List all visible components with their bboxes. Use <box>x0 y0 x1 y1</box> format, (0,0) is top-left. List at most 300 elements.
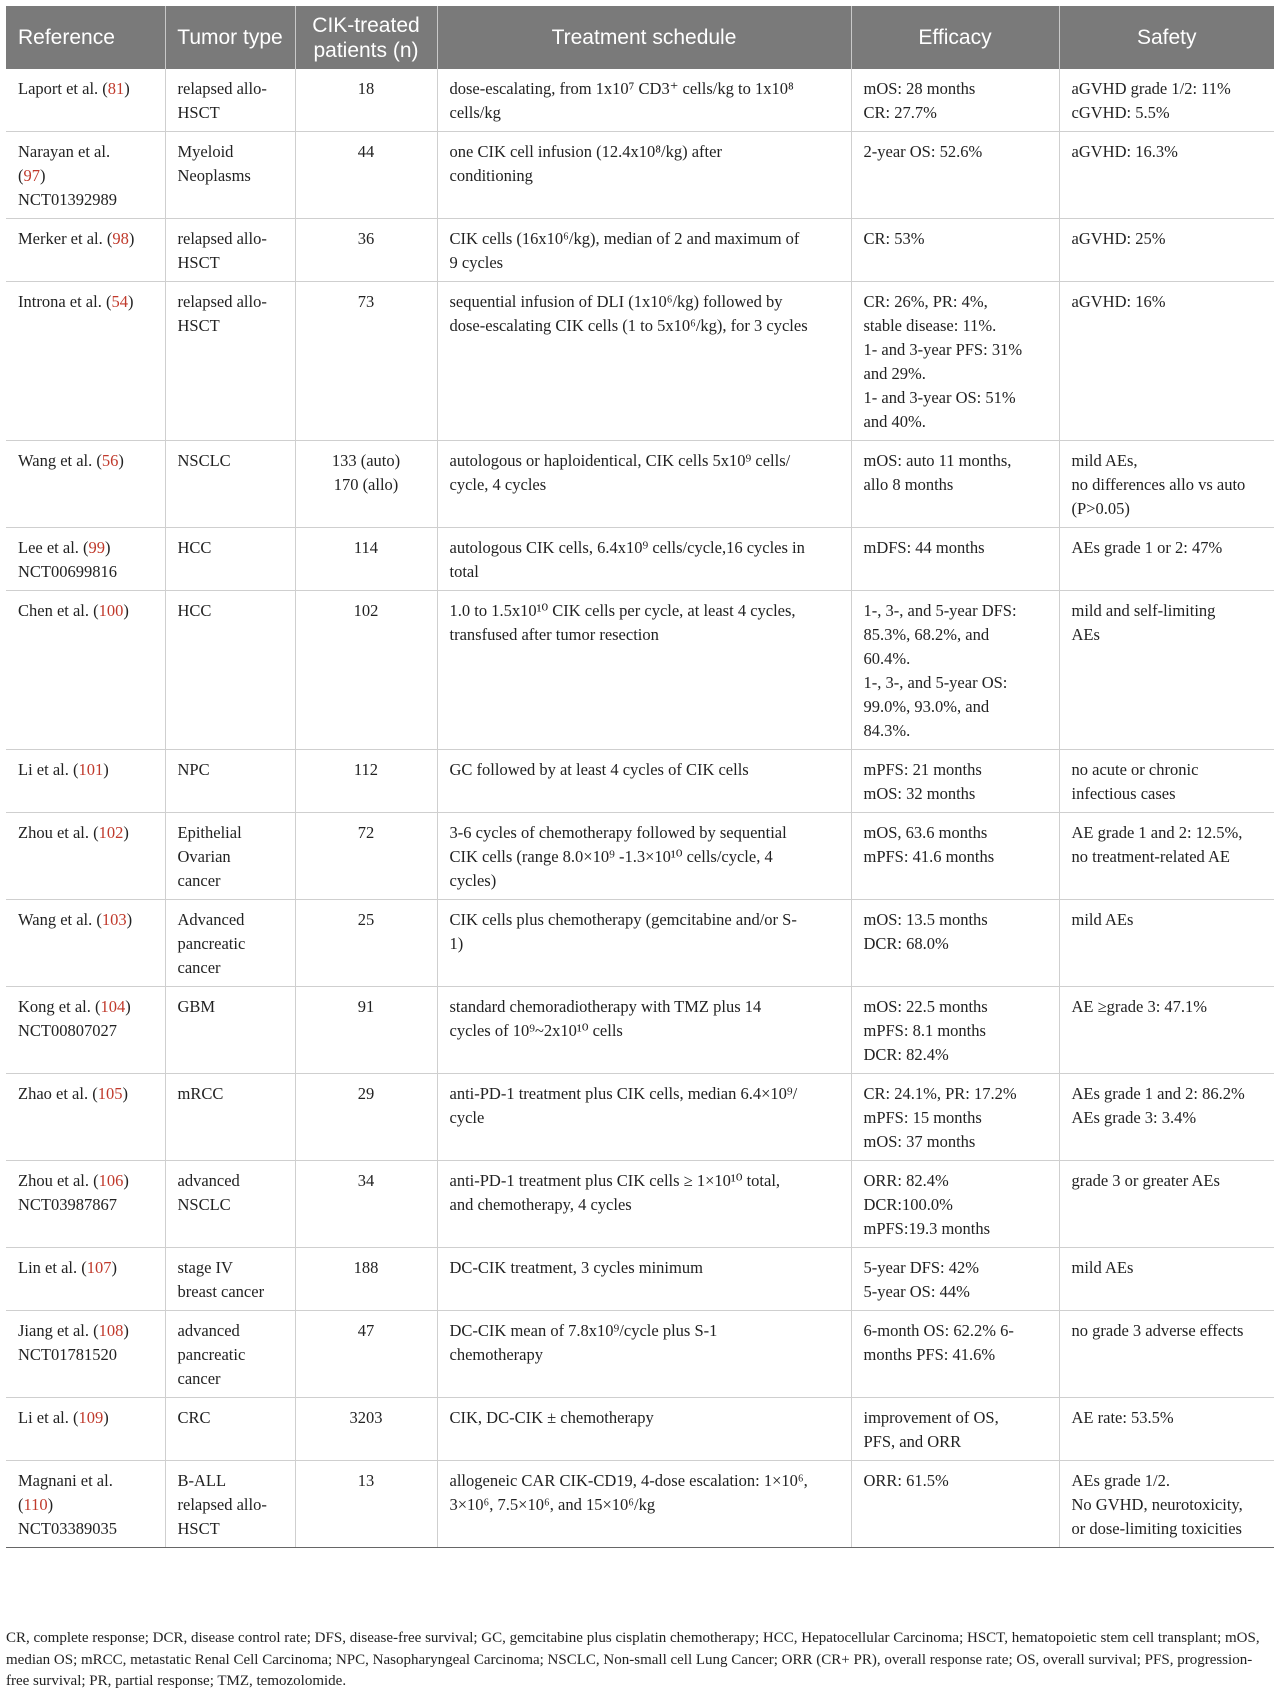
cell-treatment-schedule <box>437 69 851 132</box>
cell-patients-line: 25 <box>357 910 375 929</box>
cell-patients <box>295 1074 437 1161</box>
cell-efficacy <box>851 219 1059 282</box>
cell-safety-line: infectious cases <box>1071 784 1176 803</box>
cell-reference <box>6 1248 165 1311</box>
cell-efficacy-line: 5-year OS: 44% <box>863 1282 970 1301</box>
cell-patients-line: 73 <box>357 292 375 311</box>
table-row <box>6 1461 1274 1548</box>
cell-safety-line: cGVHD: 5.5% <box>1071 103 1170 122</box>
cell-tumor-type-line: NSCLC <box>177 1195 231 1214</box>
cell-tumor-type-line: Myeloid <box>177 142 234 161</box>
cell-treatment-schedule-line: DC-CIK treatment, 3 cycles minimum <box>449 1258 703 1277</box>
cell-reference-line: Chen et al. (100) <box>18 601 129 620</box>
cell-reference-line: Li et al. (101) <box>18 760 109 779</box>
cell-safety-line: AE ≥grade 3: 47.1% <box>1071 997 1208 1016</box>
cell-efficacy-line: CR: 26%, PR: 4%, <box>863 292 988 311</box>
cell-treatment-schedule <box>437 813 851 900</box>
cell-efficacy-line: 1-, 3-, and 5-year OS: <box>863 673 1008 692</box>
citation-number[interactable]: 105 <box>97 1084 123 1103</box>
cell-patients <box>295 441 437 528</box>
cell-safety <box>1059 1461 1274 1548</box>
cell-efficacy-line: 85.3%, 68.2%, and <box>863 625 990 644</box>
cell-efficacy-line: ORR: 61.5% <box>863 1471 949 1490</box>
cell-patients <box>295 900 437 987</box>
cell-reference-line: Kong et al. (104) <box>18 997 131 1016</box>
citation-number[interactable]: 101 <box>78 760 104 779</box>
cell-patients <box>295 813 437 900</box>
cell-tumor-type-line: NPC <box>177 760 210 779</box>
cell-efficacy <box>851 1311 1059 1398</box>
cell-safety <box>1059 1074 1274 1161</box>
cell-reference-line: Wang et al. (103) <box>18 910 133 929</box>
cell-safety-line: aGVHD: 25% <box>1071 229 1166 248</box>
cell-safety <box>1059 813 1274 900</box>
citation-number[interactable]: 107 <box>86 1258 112 1277</box>
cell-patients-line: 3203 <box>349 1408 383 1427</box>
cell-treatment-schedule-line: one CIK cell infusion (12.4x10⁸/kg) after <box>449 142 722 161</box>
cell-tumor-type <box>165 1248 295 1311</box>
cell-treatment-schedule-line: GC followed by at least 4 cycles of CIK cells <box>449 760 749 779</box>
cell-tumor-type <box>165 441 295 528</box>
cell-reference <box>6 1461 165 1548</box>
cell-safety-line: grade 3 or greater AEs <box>1071 1171 1220 1190</box>
cell-efficacy-line: PFS, and ORR <box>863 1432 962 1451</box>
cell-patients-line: 72 <box>357 823 375 842</box>
citation-number[interactable]: 99 <box>88 538 106 557</box>
citation-number[interactable]: 56 <box>101 451 119 470</box>
cell-treatment-schedule-line: and chemotherapy, 4 cycles <box>449 1195 632 1214</box>
table-row <box>6 69 1274 132</box>
cell-tumor-type <box>165 1311 295 1398</box>
header-safety: Safety <box>1059 6 1274 69</box>
cell-reference-line: Lee et al. (99) <box>18 538 111 557</box>
cell-safety <box>1059 591 1274 750</box>
cell-safety-line: or dose-limiting toxicities <box>1071 1519 1242 1538</box>
cell-treatment-schedule-line: anti-PD-1 treatment plus CIK cells ≥ 1×10¹⁰ total, <box>449 1171 781 1190</box>
citation-number[interactable]: 104 <box>100 997 126 1016</box>
cell-treatment-schedule-line: CIK, DC-CIK ± chemotherapy <box>449 1408 654 1427</box>
cell-tumor-type-line: HSCT <box>177 316 220 335</box>
cell-treatment-schedule-line: dose-escalating CIK cells (1 to 5x10⁶/kg), for 3 cycles <box>449 316 808 335</box>
table-row <box>6 1161 1274 1248</box>
cell-efficacy <box>851 813 1059 900</box>
cell-treatment-schedule-line: 3-6 cycles of chemotherapy followed by sequential <box>449 823 787 842</box>
cell-safety-line: mild AEs <box>1071 1258 1134 1277</box>
cell-patients-line: 170 (allo) <box>333 475 399 494</box>
cell-reference <box>6 987 165 1074</box>
cell-efficacy <box>851 132 1059 219</box>
cell-treatment-schedule-line: cycles of 10⁹~2x10¹⁰ cells <box>449 1021 623 1040</box>
citation-number[interactable]: 106 <box>98 1171 124 1190</box>
cell-reference <box>6 69 165 132</box>
cell-reference <box>6 1311 165 1398</box>
cell-efficacy-line: DCR:100.0% <box>863 1195 953 1214</box>
citation-number[interactable]: 81 <box>107 79 125 98</box>
cell-efficacy-line: mOS: 28 months <box>863 79 976 98</box>
cell-patients-line: 36 <box>357 229 375 248</box>
cell-reference <box>6 1161 165 1248</box>
cell-efficacy-line: DCR: 68.0% <box>863 934 949 953</box>
cell-safety-line: aGVHD: 16.3% <box>1071 142 1178 161</box>
table-row <box>6 219 1274 282</box>
cell-safety-line: no acute or chronic <box>1071 760 1199 779</box>
cell-efficacy-line: mPFS: 41.6 months <box>863 847 995 866</box>
cell-reference-line: Zhou et al. (102) <box>18 823 129 842</box>
cell-tumor-type-line: Epithelial <box>177 823 242 842</box>
cell-efficacy-line: and 29%. <box>863 364 926 383</box>
cell-efficacy <box>851 1398 1059 1461</box>
cell-reference <box>6 591 165 750</box>
cell-tumor-type-line: cancer <box>177 1369 221 1388</box>
cell-safety-line: AEs grade 1 or 2: 47% <box>1071 538 1223 557</box>
cell-safety <box>1059 528 1274 591</box>
cell-patients-line: 112 <box>353 760 379 779</box>
cell-patients-line: 44 <box>357 142 375 161</box>
cell-efficacy-line: mOS: 32 months <box>863 784 976 803</box>
cell-reference-line: Zhou et al. (106) <box>18 1171 129 1190</box>
cell-treatment-schedule-line: CIK cells (range 8.0×10⁹ -1.3×10¹⁰ cells/cycle, 4 <box>449 847 773 866</box>
cell-efficacy-line: 1- and 3-year OS: 51% <box>863 388 1016 407</box>
cell-tumor-type-line: HSCT <box>177 1519 220 1538</box>
cell-reference-line: Lin et al. (107) <box>18 1258 117 1277</box>
cell-treatment-schedule <box>437 441 851 528</box>
cell-tumor-type <box>165 69 295 132</box>
cell-reference-line: Zhao et al. (105) <box>18 1084 128 1103</box>
cell-tumor-type <box>165 1161 295 1248</box>
citation-number[interactable]: 109 <box>78 1408 104 1427</box>
cell-treatment-schedule <box>437 1074 851 1161</box>
cell-tumor-type <box>165 219 295 282</box>
cell-patients <box>295 591 437 750</box>
cell-reference-line: Wang et al. (56) <box>18 451 124 470</box>
cell-tumor-type <box>165 1398 295 1461</box>
table-row <box>6 987 1274 1074</box>
cell-efficacy-line: 99.0%, 93.0%, and <box>863 697 990 716</box>
cell-efficacy-line: 84.3%. <box>863 721 911 740</box>
cell-tumor-type-line: relapsed allo- <box>177 1495 267 1514</box>
cell-tumor-type-line: advanced <box>177 1171 240 1190</box>
citation-number[interactable]: 102 <box>98 823 124 842</box>
cell-treatment-schedule-line: sequential infusion of DLI (1x10⁶/kg) followed by <box>449 292 783 311</box>
cell-tumor-type <box>165 987 295 1074</box>
cell-treatment-schedule <box>437 1248 851 1311</box>
cell-tumor-type-line: advanced <box>177 1321 240 1340</box>
cell-efficacy <box>851 441 1059 528</box>
cell-efficacy-line: allo 8 months <box>863 475 954 494</box>
table-row <box>6 282 1274 441</box>
cell-safety-line: No GVHD, neurotoxicity, <box>1071 1495 1243 1514</box>
cell-reference <box>6 1074 165 1161</box>
cell-safety-line: mild and self-limiting <box>1071 601 1216 620</box>
cell-tumor-type-line: CRC <box>177 1408 211 1427</box>
cell-efficacy <box>851 900 1059 987</box>
cell-treatment-schedule-line: 1) <box>449 934 464 953</box>
cell-reference-line: NCT00699816 <box>18 562 117 581</box>
cell-patients-line: 91 <box>357 997 375 1016</box>
cell-patients <box>295 69 437 132</box>
cell-reference <box>6 441 165 528</box>
cell-efficacy <box>851 591 1059 750</box>
cell-tumor-type <box>165 591 295 750</box>
cell-efficacy <box>851 750 1059 813</box>
cell-patients <box>295 1311 437 1398</box>
citation-number[interactable]: 108 <box>98 1321 124 1340</box>
cell-reference-line: NCT03389035 <box>18 1519 117 1538</box>
cell-tumor-type-line: relapsed allo- <box>177 79 267 98</box>
cell-patients-line: 102 <box>353 601 379 620</box>
cell-patients <box>295 1461 437 1548</box>
cell-reference-line: (110) <box>18 1495 54 1514</box>
cell-efficacy <box>851 1074 1059 1161</box>
table-row <box>6 750 1274 813</box>
cell-reference-line: Li et al. (109) <box>18 1408 109 1427</box>
citation-number[interactable]: 98 <box>112 229 129 248</box>
cell-efficacy-line: mDFS: 44 months <box>863 538 985 557</box>
table-row <box>6 900 1274 987</box>
cell-safety-line: aGVHD grade 1/2: 11% <box>1071 79 1231 98</box>
cell-safety-line: no differences allo vs auto <box>1071 475 1246 494</box>
cell-tumor-type-line: cancer <box>177 958 221 977</box>
cell-efficacy-line: 6-month OS: 62.2% 6- <box>863 1321 1014 1340</box>
cell-efficacy <box>851 987 1059 1074</box>
table-footnote: CR, complete response; DCR, disease control rate; DFS, disease-free survival; GC, gemcitabine plus cisplatin chemotherapy; HCC, Hepatocellular Carcinoma; HSCT, hematopoietic stem cell transplant; mOS, median OS; mRCC, metastatic Renal Cell Carcinoma; NPC, Nasopharyngeal Carcinoma; NSCLC, Non-small cell Lung Cancer; ORR (CR+ PR), overall response rate; OS, overall survival; PFS, progression-free survival; PR, partial response; TMZ, temozolomide. <box>6 1630 1260 1689</box>
cell-treatment-schedule-line: dose-escalating, from 1x10⁷ CD3⁺ cells/kg to 1x10⁸ <box>449 79 794 98</box>
cell-reference <box>6 132 165 219</box>
cell-efficacy-line: mOS: auto 11 months, <box>863 451 1012 470</box>
cell-safety <box>1059 282 1274 441</box>
citation-number[interactable]: 100 <box>98 601 124 620</box>
table-row <box>6 441 1274 528</box>
cell-safety <box>1059 1248 1274 1311</box>
cell-patients <box>295 1398 437 1461</box>
cell-safety-line: AEs grade 1/2. <box>1071 1471 1171 1490</box>
cell-safety-line: AEs grade 3: 3.4% <box>1071 1108 1197 1127</box>
cell-efficacy-line: mPFS: 15 months <box>863 1108 982 1127</box>
cell-reference-line: Laport et al. (81) <box>18 79 130 98</box>
cell-reference-line: Magnani et al. <box>18 1471 113 1490</box>
table-body <box>6 69 1274 1548</box>
cell-efficacy-line: mOS, 63.6 months <box>863 823 988 842</box>
cell-patients <box>295 987 437 1074</box>
header-efficacy: Efficacy <box>851 6 1059 69</box>
cell-treatment-schedule-line: cells/kg <box>449 103 501 122</box>
cell-treatment-schedule-line: anti-PD-1 treatment plus CIK cells, median 6.4×10⁹/ <box>449 1084 798 1103</box>
cell-treatment-schedule-line: CIK cells plus chemotherapy (gemcitabine and/or S- <box>449 910 797 929</box>
cell-efficacy-line: mOS: 37 months <box>863 1132 976 1151</box>
cell-safety <box>1059 1398 1274 1461</box>
cell-treatment-schedule-line: total <box>449 562 479 581</box>
cell-reference-line: NCT03987867 <box>18 1195 117 1214</box>
cell-tumor-type-line: cancer <box>177 871 221 890</box>
cell-efficacy <box>851 528 1059 591</box>
cell-patients <box>295 750 437 813</box>
cell-patients <box>295 282 437 441</box>
cell-patients-line: 13 <box>357 1471 375 1490</box>
cell-treatment-schedule-line: 1.0 to 1.5x10¹⁰ CIK cells per cycle, at least 4 cycles, <box>449 601 796 620</box>
cell-efficacy-line: CR: 24.1%, PR: 17.2% <box>863 1084 1017 1103</box>
cell-efficacy-line: ORR: 82.4% <box>863 1171 949 1190</box>
cell-reference-line: (97) <box>18 166 46 185</box>
cell-treatment-schedule-line: cycles) <box>449 871 497 890</box>
header-tumor-type: Tumor type <box>165 6 295 69</box>
cell-efficacy-line: 60.4%. <box>863 649 911 668</box>
cell-safety-line: no grade 3 adverse effects <box>1071 1321 1244 1340</box>
cell-safety <box>1059 1311 1274 1398</box>
cell-treatment-schedule-line: autologous or haploidentical, CIK cells 5x10⁹ cells/ <box>449 451 791 470</box>
cell-tumor-type-line: HSCT <box>177 103 220 122</box>
cell-reference <box>6 900 165 987</box>
cell-safety-line: no treatment-related AE <box>1071 847 1231 866</box>
cell-efficacy-line: mPFS: 8.1 months <box>863 1021 986 1040</box>
cell-reference <box>6 219 165 282</box>
cell-tumor-type-line: pancreatic <box>177 1345 246 1364</box>
table-row <box>6 1311 1274 1398</box>
cell-tumor-type-line: stage IV <box>177 1258 233 1277</box>
cell-reference <box>6 282 165 441</box>
cell-tumor-type <box>165 900 295 987</box>
cell-treatment-schedule <box>437 591 851 750</box>
cell-tumor-type-line: Ovarian <box>177 847 231 866</box>
cell-efficacy-line: months PFS: 41.6% <box>863 1345 996 1364</box>
citation-number[interactable]: 54 <box>111 292 128 311</box>
cell-tumor-type-line: GBM <box>177 997 216 1016</box>
cell-reference-line: Introna et al. (54) <box>18 292 134 311</box>
citation-number[interactable]: 97 <box>23 166 40 185</box>
cell-reference-line: Merker et al. (98) <box>18 229 135 248</box>
cell-efficacy <box>851 1248 1059 1311</box>
cell-treatment-schedule-line: autologous CIK cells, 6.4x10⁹ cells/cycle,16 cycles in <box>449 538 805 557</box>
cell-treatment-schedule-line: cycle <box>449 1108 485 1127</box>
cell-safety-line: mild AEs <box>1071 910 1134 929</box>
cell-safety <box>1059 1161 1274 1248</box>
cell-safety <box>1059 750 1274 813</box>
cell-treatment-schedule <box>437 219 851 282</box>
table-container <box>6 6 1274 1548</box>
cell-treatment-schedule-line: chemotherapy <box>449 1345 543 1364</box>
cell-safety-line: AE rate: 53.5% <box>1071 1408 1174 1427</box>
cell-patients <box>295 528 437 591</box>
cell-tumor-type <box>165 750 295 813</box>
cell-tumor-type-line: Neoplasms <box>177 166 251 185</box>
cell-treatment-schedule-line: DC-CIK mean of 7.8x10⁹/cycle plus S-1 <box>449 1321 718 1340</box>
cell-treatment-schedule <box>437 528 851 591</box>
table-row <box>6 1398 1274 1461</box>
cell-efficacy-line: 1-, 3-, and 5-year DFS: <box>863 601 1017 620</box>
cell-patients <box>295 132 437 219</box>
cell-reference-line: NCT01392989 <box>18 190 117 209</box>
cell-efficacy <box>851 1461 1059 1548</box>
cell-safety-line: (P>0.05) <box>1071 499 1130 518</box>
cell-patients <box>295 219 437 282</box>
header-treatment-schedule: Treatment schedule <box>437 6 851 69</box>
cell-efficacy-line: DCR: 82.4% <box>863 1045 949 1064</box>
cell-treatment-schedule <box>437 1311 851 1398</box>
header-patients: CIK-treated patients (n) <box>295 6 437 69</box>
cell-tumor-type-line: relapsed allo- <box>177 292 267 311</box>
cell-patients-line: 114 <box>353 538 379 557</box>
cell-treatment-schedule-line: transfused after tumor resection <box>449 625 659 644</box>
cell-reference-line: NCT00807027 <box>18 1021 117 1040</box>
cell-treatment-schedule-line: CIK cells (16x10⁶/kg), median of 2 and maximum of <box>449 229 800 248</box>
cell-treatment-schedule <box>437 900 851 987</box>
cell-efficacy <box>851 1161 1059 1248</box>
cell-treatment-schedule-line: allogeneic CAR CIK-CD19, 4-dose escalation: 1×10⁶, <box>449 1471 808 1490</box>
cell-efficacy-line: stable disease: 11%. <box>863 316 997 335</box>
cell-efficacy-line: improvement of OS, <box>863 1408 999 1427</box>
cell-efficacy-line: and 40%. <box>863 412 926 431</box>
cell-treatment-schedule <box>437 132 851 219</box>
cell-reference <box>6 750 165 813</box>
cell-patients-line: 34 <box>357 1171 375 1190</box>
cell-safety <box>1059 69 1274 132</box>
table-row <box>6 132 1274 219</box>
cell-tumor-type <box>165 813 295 900</box>
cell-patients-line: 188 <box>353 1258 379 1277</box>
cell-reference <box>6 1398 165 1461</box>
cell-efficacy-line: CR: 53% <box>863 229 925 248</box>
table-row <box>6 813 1274 900</box>
cell-treatment-schedule-line: 9 cycles <box>449 253 504 272</box>
citation-number[interactable]: 103 <box>101 910 127 929</box>
cell-treatment-schedule-line: 3×10⁶, 7.5×10⁶, and 15×10⁶/kg <box>449 1495 656 1514</box>
cell-reference-line: Narayan et al. <box>18 142 111 161</box>
cell-safety <box>1059 132 1274 219</box>
cell-safety-line: AEs grade 1 and 2: 86.2% <box>1071 1084 1245 1103</box>
cell-patients-line: 18 <box>357 79 375 98</box>
cell-treatment-schedule <box>437 282 851 441</box>
cell-efficacy-line: CR: 27.7% <box>863 103 937 122</box>
cell-efficacy-line: 1- and 3-year PFS: 31% <box>863 340 1023 359</box>
cell-efficacy-line: mOS: 22.5 months <box>863 997 988 1016</box>
table-row <box>6 528 1274 591</box>
cell-safety-line: mild AEs, <box>1071 451 1138 470</box>
cell-treatment-schedule-line: conditioning <box>449 166 533 185</box>
cell-tumor-type <box>165 282 295 441</box>
cell-treatment-schedule-line: cycle, 4 cycles <box>449 475 547 494</box>
cell-tumor-type-line: HCC <box>177 538 212 557</box>
citation-number[interactable]: 110 <box>23 1495 48 1514</box>
cell-tumor-type-line: relapsed allo- <box>177 229 267 248</box>
cell-treatment-schedule-line: standard chemoradiotherapy with TMZ plus 14 <box>449 997 762 1016</box>
cell-tumor-type-line: Advanced <box>177 910 245 929</box>
cell-treatment-schedule <box>437 1398 851 1461</box>
cell-tumor-type <box>165 1074 295 1161</box>
cell-tumor-type-line: HCC <box>177 601 212 620</box>
cell-reference-line: NCT01781520 <box>18 1345 117 1364</box>
cell-treatment-schedule <box>437 1461 851 1548</box>
cell-patients <box>295 1161 437 1248</box>
cell-safety <box>1059 987 1274 1074</box>
cell-efficacy-line: mPFS:19.3 months <box>863 1219 991 1238</box>
cell-tumor-type-line: pancreatic <box>177 934 246 953</box>
cell-treatment-schedule <box>437 987 851 1074</box>
cell-safety <box>1059 900 1274 987</box>
cell-tumor-type-line: mRCC <box>177 1084 224 1103</box>
header-reference: Reference <box>6 6 165 69</box>
cell-efficacy-line: mPFS: 21 months <box>863 760 982 779</box>
cell-patients-line: 47 <box>357 1321 375 1340</box>
cell-treatment-schedule <box>437 750 851 813</box>
cell-safety-line: aGVHD: 16% <box>1071 292 1166 311</box>
cell-patients-line: 133 (auto) <box>331 451 401 470</box>
cell-patients <box>295 1248 437 1311</box>
cell-safety <box>1059 441 1274 528</box>
cell-reference-line: Jiang et al. (108) <box>18 1321 129 1340</box>
cell-tumor-type-line: NSCLC <box>177 451 231 470</box>
cell-tumor-type <box>165 132 295 219</box>
cell-tumor-type-line: B-ALL <box>177 1471 227 1490</box>
header-row <box>6 6 1274 69</box>
